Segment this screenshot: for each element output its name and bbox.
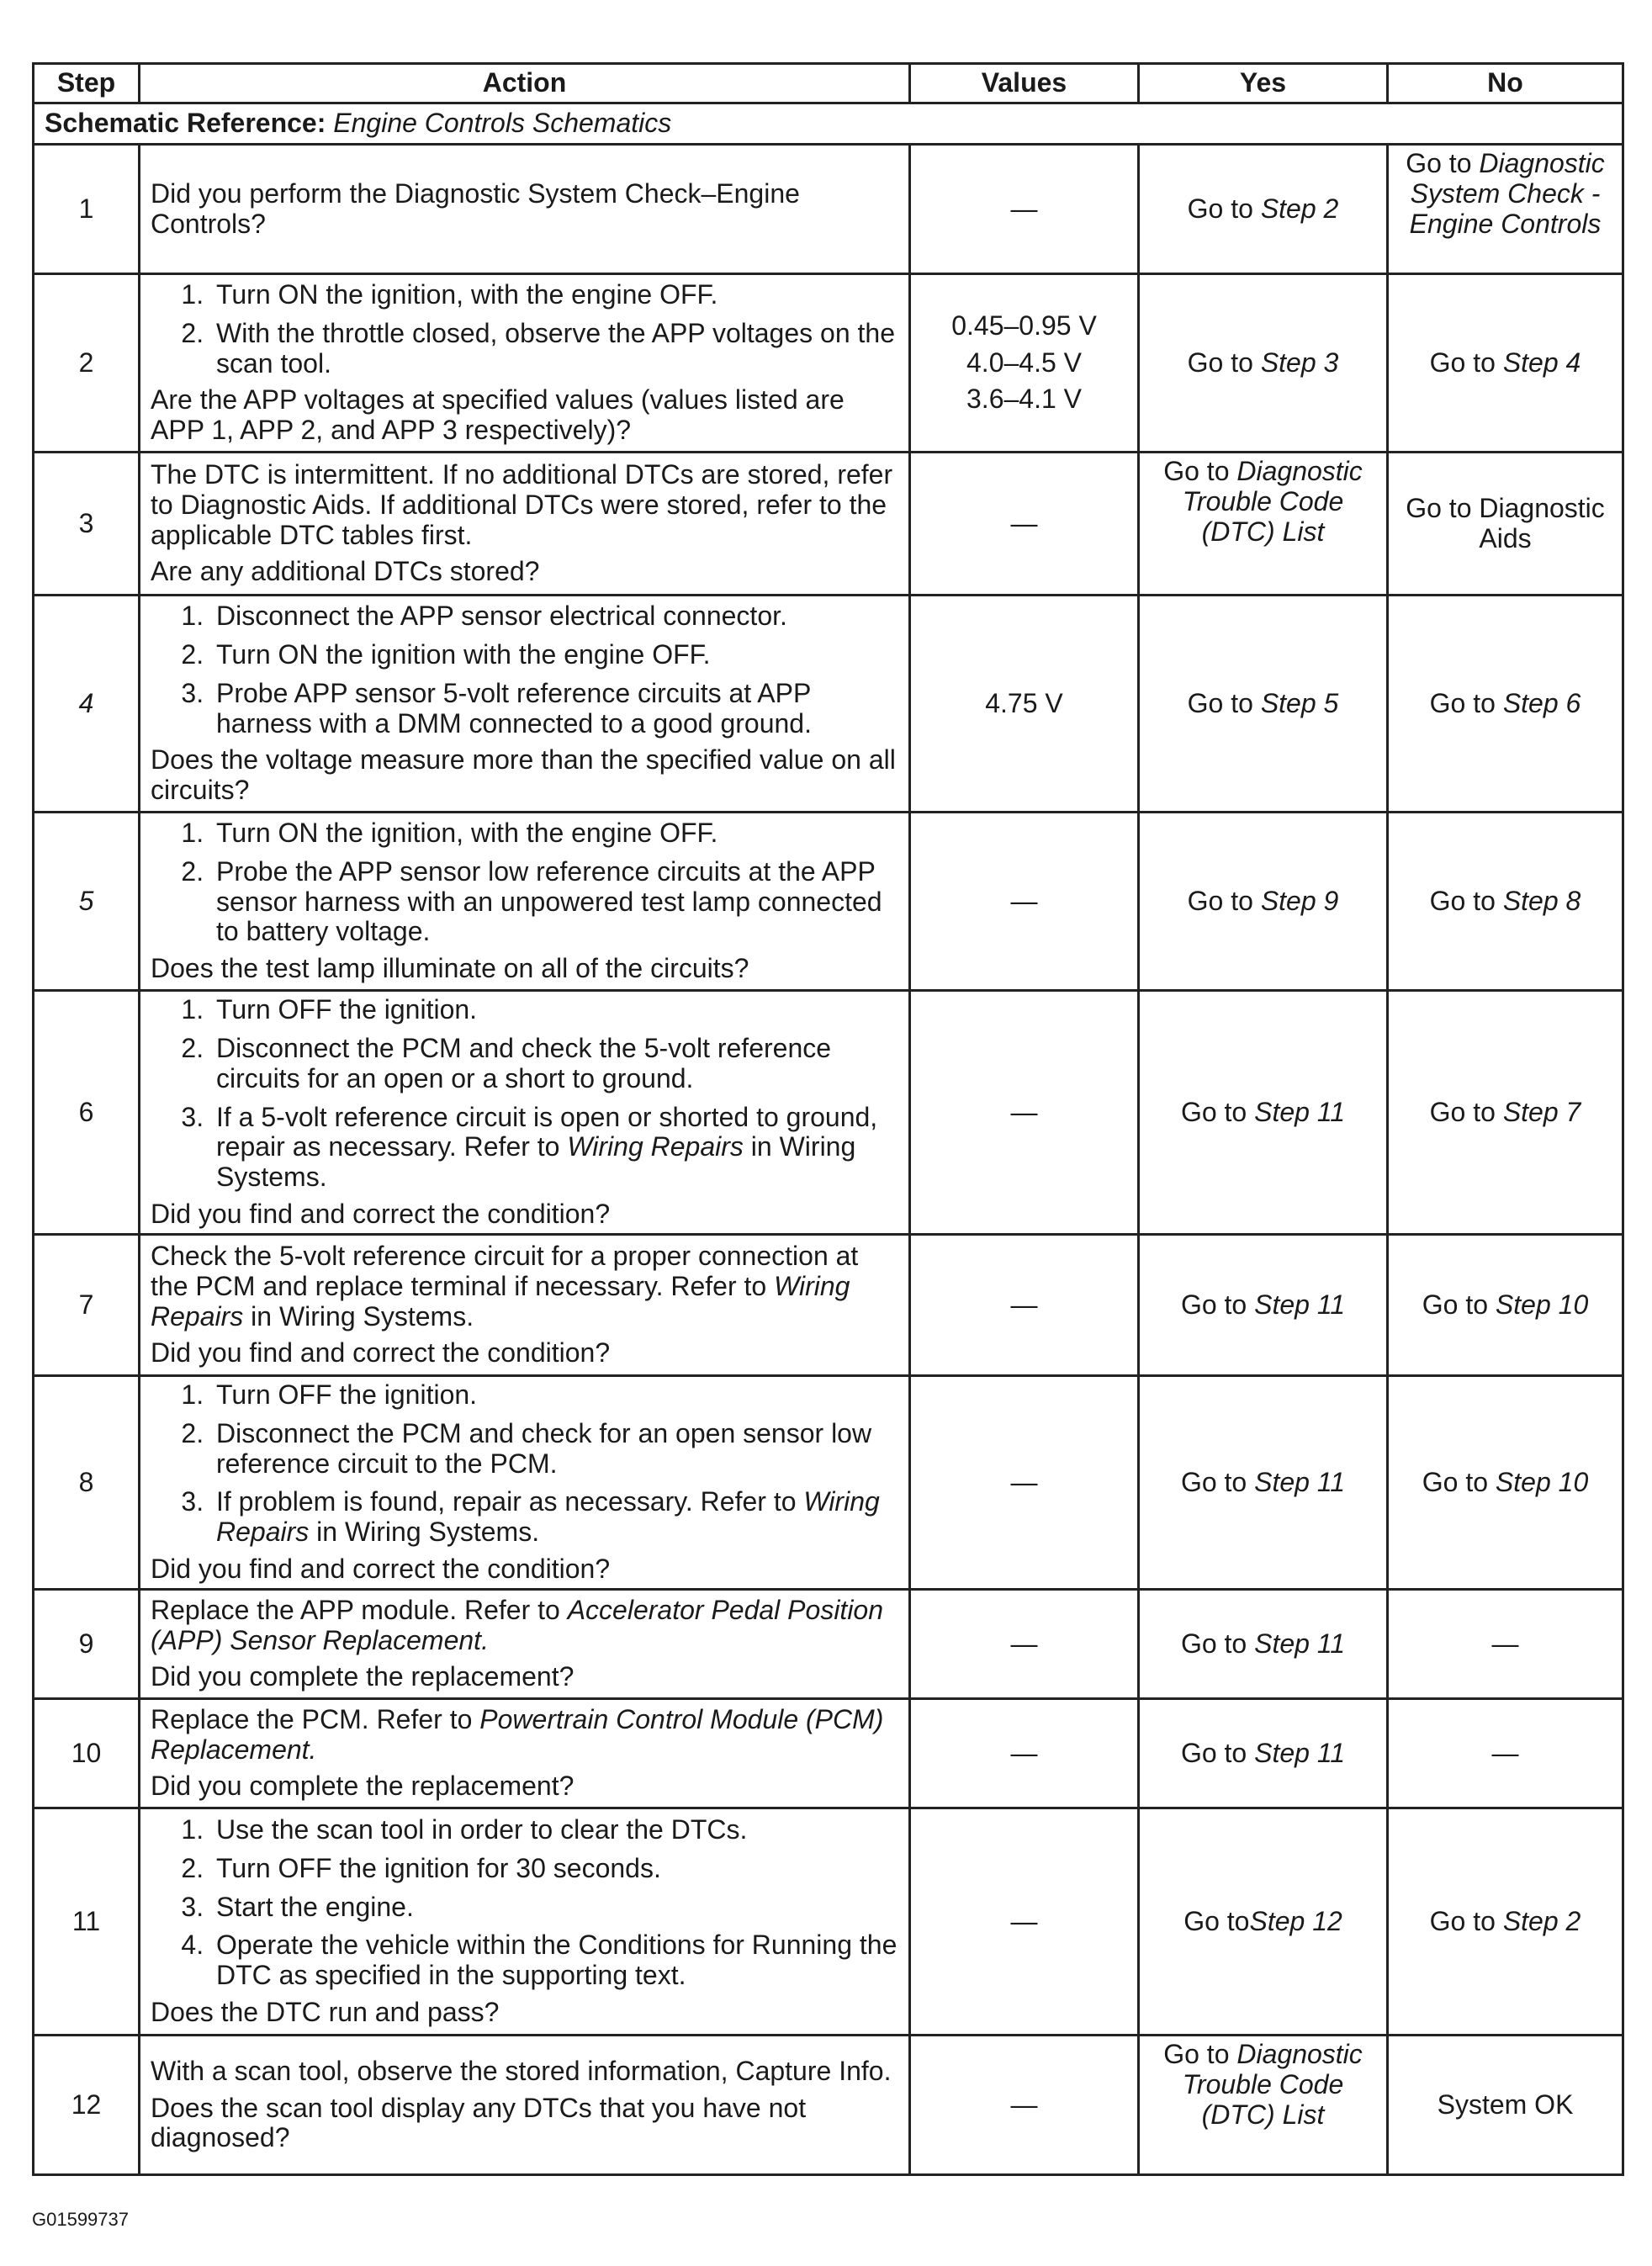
table-row-step-5 (34, 813, 1623, 991)
yes-link[interactable]: Step 11 (1254, 1289, 1346, 1320)
action-cell (140, 1808, 910, 2035)
action-text-part: in Wiring Systems. (243, 1300, 474, 1332)
no-link[interactable]: Diagnostic System Check - Engine Controls (1409, 148, 1605, 239)
action-text: Did you perform the Diagnostic System Check–Engine Controls? (151, 177, 800, 239)
no-cell[interactable]: Go to Diagnostic Aids (1388, 453, 1623, 596)
step-number: 9 (34, 1589, 140, 1698)
action-question: Did you find and correct the condition? (151, 1199, 611, 1230)
yes-link[interactable]: Step 12 (1249, 1905, 1342, 1936)
yes-prefix: Go to (1180, 1737, 1255, 1768)
no-prefix: Go to (1422, 1466, 1496, 1497)
table-row-step-8 (34, 1376, 1623, 1590)
action-text (151, 1705, 898, 1766)
diagnostic-table (32, 62, 1624, 2176)
action-item: 2. Turn ON the ignition with the engine OFF. (211, 640, 898, 670)
values-cell: — (910, 1235, 1139, 1376)
figure-id: G01599737 (32, 2209, 129, 2230)
yes-link[interactable]: Step 11 (1254, 1628, 1346, 1659)
yes-prefix: Go to (1180, 1466, 1255, 1497)
table-row-step-10 (34, 1698, 1623, 1808)
action-item-text: If problem is found, repair as necessary. Refer to (216, 1486, 804, 1517)
yes-prefix: Go to (1180, 1096, 1255, 1127)
action-question: Does the voltage measure more than the specified value on all circuits? (151, 744, 896, 806)
no-cell (1388, 1235, 1623, 1376)
no-cell (1388, 274, 1623, 453)
value-app3: 3.6–4.1 V (966, 384, 1082, 415)
schematic-reference (34, 103, 1623, 145)
action-cell (140, 274, 910, 453)
no-prefix: Go to (1429, 687, 1503, 718)
yes-prefix: Go to (1187, 687, 1261, 718)
action-item (211, 1103, 898, 1193)
action-cell (140, 1376, 910, 1590)
wiring-repairs-link[interactable]: Wiring Repairs (567, 1131, 744, 1162)
yes-cell (1139, 1376, 1388, 1590)
yes-prefix: Go to (1163, 456, 1237, 486)
action-list (151, 601, 898, 739)
no-prefix: Go to (1429, 1096, 1503, 1127)
values-cell: 4.75 V (910, 596, 1139, 813)
action-question: Are any additional DTCs stored? (151, 556, 540, 587)
yes-cell (1139, 2035, 1388, 2174)
action-item: 1. Turn OFF the ignition. (211, 1380, 898, 1411)
action-question: Does the test lamp illuminate on all of the circuits? (151, 953, 749, 984)
values-cell: — (910, 991, 1139, 1235)
action-text-part: Check the 5-volt reference circuit for a proper connection at the PCM and replace terminal if necessary. Refer to (151, 1240, 859, 1301)
action-cell (140, 2035, 910, 2174)
values-cell: — (910, 453, 1139, 596)
step-number: 8 (34, 1376, 140, 1590)
action-item: 3. Start the engine. (211, 1893, 898, 1923)
schematic-reference-value: Engine Controls Schematics (333, 108, 672, 139)
yes-link[interactable]: Step 5 (1260, 687, 1339, 718)
action-text: With a scan tool, observe the stored information, Capture Info. (151, 2055, 892, 2086)
action-item: 2. With the throttle closed, observe the APP voltages on the scan tool. (211, 319, 898, 379)
table-row-step-6 (34, 991, 1623, 1235)
yes-cell (1139, 453, 1388, 596)
table-row-step-3 (34, 453, 1623, 596)
yes-link[interactable]: Step 11 (1254, 1737, 1346, 1768)
action-list (151, 818, 898, 947)
no-prefix: Go to (1429, 347, 1503, 378)
values-cell: — (910, 1698, 1139, 1808)
step-number: 6 (34, 991, 140, 1235)
action-cell (140, 813, 910, 991)
table-row-step-1 (34, 145, 1623, 274)
no-link[interactable]: Step 6 (1502, 687, 1581, 718)
action-item-text: in Wiring Systems. (216, 1131, 856, 1193)
header-yes: Yes (1139, 64, 1388, 103)
action-item: 2. Disconnect the PCM and check for an open sensor low reference circuit to the PCM. (211, 1419, 898, 1480)
values-cell: — (910, 1376, 1139, 1590)
action-item: 3. Probe APP sensor 5-volt reference circuits at APP harness with a DMM connected to a good ground. (211, 679, 898, 739)
no-cell (1388, 145, 1623, 274)
yes-prefix: Go to (1187, 885, 1261, 916)
action-question: Does the DTC run and pass? (151, 1997, 500, 2028)
action-cell (140, 453, 910, 596)
schematic-reference-row (34, 103, 1623, 145)
no-cell (1388, 1376, 1623, 1590)
table-row-step-4 (34, 596, 1623, 813)
yes-cell (1139, 145, 1388, 274)
action-cell (140, 1589, 910, 1698)
action-item-text: in Wiring Systems. (309, 1517, 540, 1548)
action-text (151, 1596, 898, 1656)
table-row-step-11 (34, 1808, 1623, 2035)
yes-prefix: Go to (1180, 1289, 1255, 1320)
step-number: 3 (34, 453, 140, 596)
yes-prefix: Go to (1180, 1628, 1255, 1659)
yes-cell (1139, 1235, 1388, 1376)
step-number: 1 (34, 145, 140, 274)
yes-link[interactable]: Step 11 (1254, 1096, 1346, 1127)
yes-cell (1139, 274, 1388, 453)
yes-link[interactable]: Step 2 (1260, 193, 1339, 224)
values-cell: — (910, 2035, 1139, 2174)
step-number: 5 (34, 813, 140, 991)
schematic-reference-label: Schematic Reference: (45, 108, 326, 139)
table-row-step-2 (34, 274, 1623, 453)
values-cell (910, 274, 1139, 453)
step-number: 4 (34, 596, 140, 813)
no-link[interactable]: Step 10 (1495, 1289, 1589, 1320)
action-item: 4. Operate the vehicle within the Conditions for Running the DTC as specified in the supporting text. (211, 1930, 898, 1991)
yes-cell (1139, 1808, 1388, 2035)
pcm-replacement-link[interactable]: Powertrain Control Module (PCM) Replacement. (151, 1703, 884, 1765)
no-link[interactable]: Step 8 (1502, 885, 1581, 916)
action-item-text: If a 5-volt reference circuit is open or shorted to ground, repair as necessary. Refer to (216, 1101, 878, 1162)
action-text-part: Replace the APP module. Refer to (151, 1594, 568, 1625)
action-list (151, 995, 898, 1193)
action-item (211, 1487, 898, 1548)
header-row (34, 64, 1623, 103)
action-question: Are the APP voltages at specified values (values listed are APP 1, APP 2, and APP 3 respectively)? (151, 384, 845, 446)
wiring-repairs-link[interactable]: Wiring Repairs (151, 1270, 850, 1332)
action-question: Did you complete the replacement? (151, 1771, 574, 1802)
wiring-repairs-link[interactable]: Wiring Repairs (216, 1486, 880, 1548)
yes-prefix: Go to (1187, 193, 1261, 224)
table-row-step-7 (34, 1235, 1623, 1376)
step-number: 12 (34, 2035, 140, 2174)
yes-prefix: Go to (1183, 1905, 1250, 1936)
yes-cell (1139, 1698, 1388, 1808)
yes-cell (1139, 991, 1388, 1235)
yes-link[interactable]: Step 11 (1254, 1466, 1346, 1497)
step-number: 7 (34, 1235, 140, 1376)
action-item: 2. Turn OFF the ignition for 30 seconds. (211, 1854, 898, 1884)
yes-cell (1139, 1589, 1388, 1698)
table-row-step-9 (34, 1589, 1623, 1698)
action-item: 1. Turn ON the ignition, with the engine OFF. (211, 818, 898, 849)
no-cell (1388, 596, 1623, 813)
action-item: 1. Disconnect the APP sensor electrical connector. (211, 601, 898, 632)
action-list (151, 1380, 898, 1548)
action-list (151, 1815, 898, 1991)
no-cell: — (1388, 1698, 1623, 1808)
action-text-part: Replace the PCM. Refer to (151, 1703, 480, 1734)
action-text: The DTC is intermittent. If no additional DTCs are stored, refer to Diagnostic Aids. If additional DTCs were stored, refer to the applicable DTC tables first. (151, 458, 893, 550)
header-no: No (1388, 64, 1623, 103)
table-row-step-12 (34, 2035, 1623, 2174)
action-item: 2. Disconnect the PCM and check the 5-volt reference circuits for an open or a short to ground. (211, 1034, 898, 1094)
no-prefix: Go to (1429, 885, 1503, 916)
action-item: 1. Turn OFF the ignition. (211, 995, 898, 1025)
action-question: Did you complete the replacement? (151, 1661, 574, 1692)
step-number: 2 (34, 274, 140, 453)
action-text (151, 1242, 898, 1332)
action-cell (140, 145, 910, 274)
action-cell (140, 1235, 910, 1376)
action-question: Did you find and correct the condition? (151, 1554, 611, 1585)
yes-prefix: Go to (1187, 347, 1261, 378)
values-cell: — (910, 1808, 1139, 2035)
yes-link[interactable]: Step 9 (1260, 885, 1339, 916)
no-cell (1388, 1808, 1623, 2035)
values-cell: — (910, 813, 1139, 991)
yes-prefix: Go to (1163, 2038, 1237, 2069)
no-link[interactable]: Step 7 (1502, 1096, 1581, 1127)
values-cell: — (910, 145, 1139, 274)
no-cell (1388, 991, 1623, 1235)
no-link[interactable]: Step 10 (1495, 1466, 1589, 1497)
action-question: Did you find and correct the condition? (151, 1337, 611, 1369)
no-prefix: Go to (1406, 148, 1480, 178)
header-values: Values (910, 64, 1139, 103)
action-cell (140, 991, 910, 1235)
yes-link[interactable]: Step 3 (1260, 347, 1339, 378)
step-number: 10 (34, 1698, 140, 1808)
yes-cell (1139, 596, 1388, 813)
action-item: 2. Probe the APP sensor low reference circuits at the APP sensor harness with an unpowered test lamp connected to battery voltage. (211, 857, 898, 947)
yes-link[interactable]: Diagnostic Trouble Code (DTC) List (1182, 456, 1363, 547)
values-cell: — (910, 1589, 1139, 1698)
no-cell (1388, 813, 1623, 991)
value-app1: 0.45–0.95 V (951, 310, 1097, 341)
header-action: Action (140, 64, 910, 103)
no-cell: System OK (1388, 2035, 1623, 2174)
no-cell: — (1388, 1589, 1623, 1698)
action-cell (140, 1698, 910, 1808)
header-step: Step (34, 64, 140, 103)
action-item: 1. Use the scan tool in order to clear the DTCs. (211, 1815, 898, 1845)
yes-cell (1139, 813, 1388, 991)
no-prefix: Go to (1429, 1905, 1503, 1936)
step-number: 11 (34, 1808, 140, 2035)
action-cell (140, 596, 910, 813)
action-question: Does the scan tool display any DTCs that you have not diagnosed? (151, 2092, 807, 2153)
no-prefix: Go to (1422, 1289, 1496, 1320)
app-sensor-replacement-link[interactable]: Accelerator Pedal Position (APP) Sensor Replacement. (151, 1594, 884, 1655)
action-list (151, 280, 898, 379)
yes-link[interactable]: Diagnostic Trouble Code (DTC) List (1182, 2038, 1363, 2130)
action-item: 1. Turn ON the ignition, with the engine OFF. (211, 280, 898, 310)
no-link[interactable]: Step 2 (1502, 1905, 1581, 1936)
value-app2: 4.0–4.5 V (966, 347, 1082, 378)
no-link[interactable]: Step 4 (1502, 347, 1581, 378)
